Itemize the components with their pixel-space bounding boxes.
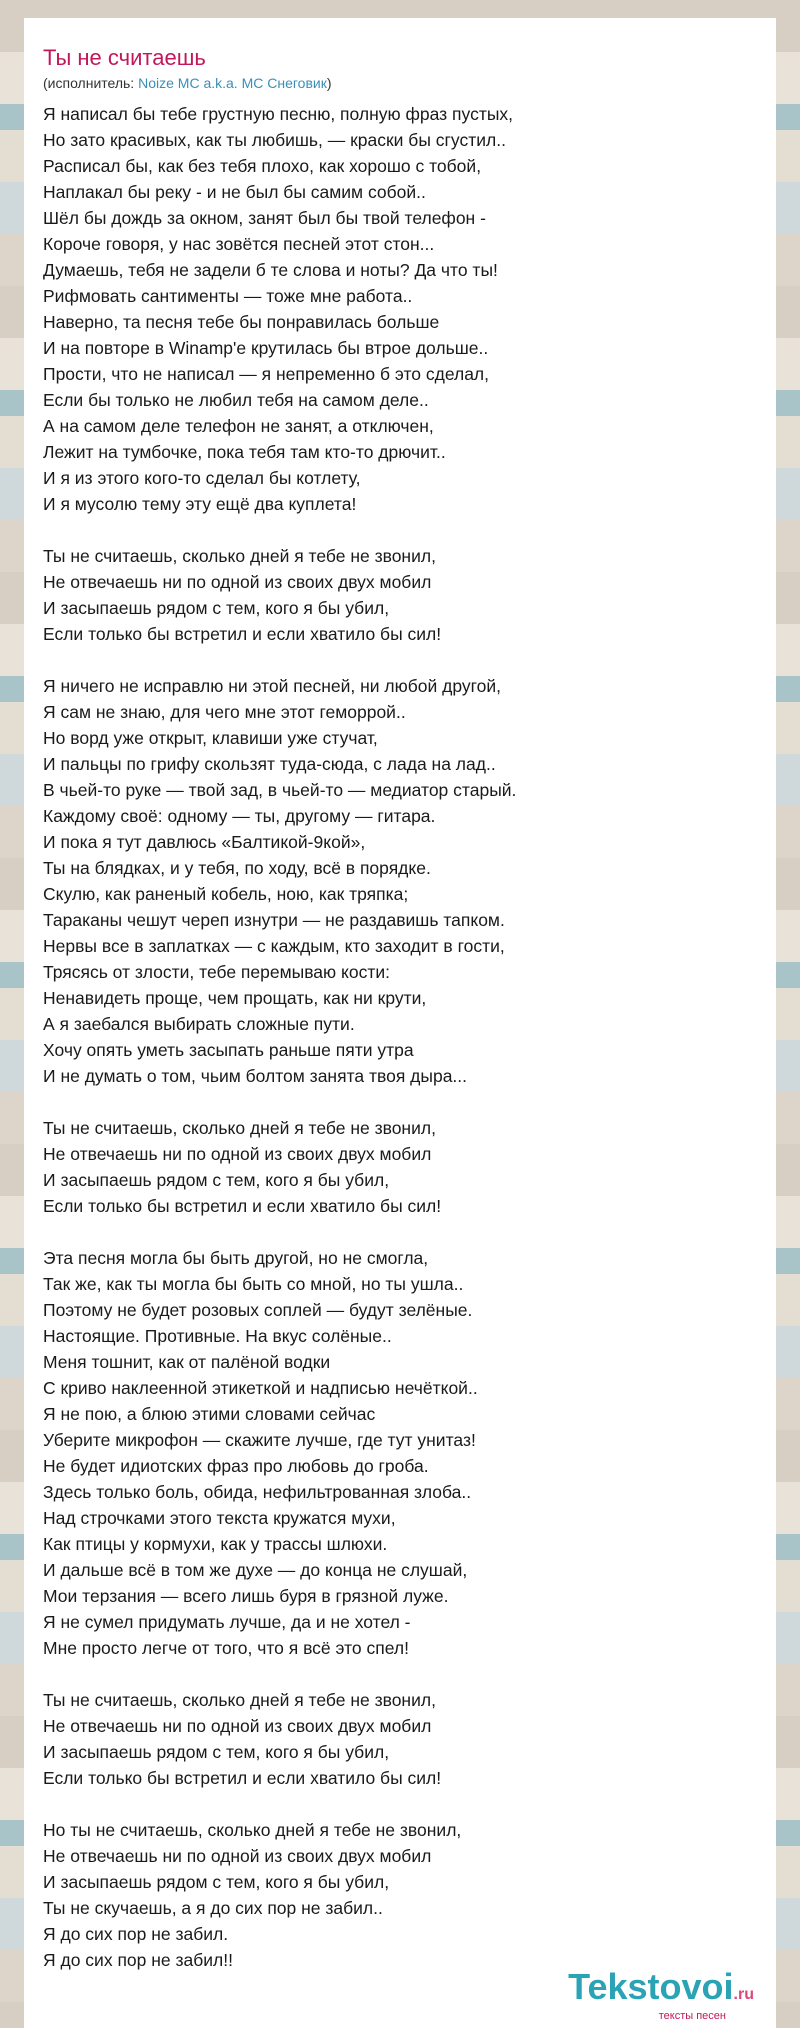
lyric-line: Думаешь, тебя не задели б те слова и ноты? Да что ты! bbox=[43, 260, 498, 280]
lyric-line: Я написал бы тебе грустную песню, полную фраз пустых, bbox=[43, 104, 514, 124]
song-title: Ты не считаешь bbox=[43, 45, 206, 70]
lyric-line: И засыпаешь рядом с тем, кого я бы убил, bbox=[43, 1742, 390, 1762]
lyric-line: Эта песня могла бы быть другой, но не смогла, bbox=[43, 1248, 429, 1268]
lyric-line: Но ты не считаешь, сколько дней я тебе не звонил, bbox=[43, 1820, 462, 1840]
lyric-line: А на самом деле телефон не занят, а отключен, bbox=[43, 416, 434, 436]
lyric-line: И засыпаешь рядом с тем, кого я бы убил, bbox=[43, 1170, 390, 1190]
lyric-line: Лежит на тумбочке, пока тебя там кто-то дрючит.. bbox=[43, 442, 446, 462]
stanza-break bbox=[43, 1661, 758, 1687]
lyric-line: Короче говоря, у нас зовётся песней этот стон... bbox=[43, 234, 435, 254]
stanza-break bbox=[43, 647, 758, 673]
logo-tld: .ru bbox=[733, 1986, 754, 2003]
lyric-line: Хочу опять уметь засыпать раньше пяти утра bbox=[43, 1040, 414, 1060]
logo-tagline: тексты песен bbox=[658, 2010, 726, 2022]
stanza-break bbox=[43, 1791, 758, 1817]
performer-line bbox=[43, 74, 758, 92]
lyric-line: Наплакал бы реку - и не был бы самим собой.. bbox=[43, 182, 426, 202]
lyric-line: Не отвечаешь ни по одной из своих двух мобил bbox=[43, 1716, 432, 1736]
lyric-line: Я сам не знаю, для чего мне этот геморрой.. bbox=[43, 702, 406, 722]
lyric-line: Я не пою, а блюю этими словами сейчас bbox=[43, 1404, 376, 1424]
stanza-break bbox=[43, 517, 758, 543]
lyric-line: Если только бы встретил и если хватило бы сил! bbox=[43, 1196, 442, 1216]
lyric-line: Рифмовать сантименты — тоже мне работа.. bbox=[43, 286, 413, 306]
lyric-line: И пальцы по грифу скользят туда-сюда, с лада на лад.. bbox=[43, 754, 496, 774]
lyric-line: Так же, как ты могла бы быть со мной, но ты ушла.. bbox=[43, 1274, 464, 1294]
logo-name: Tekstovoi bbox=[568, 1966, 734, 2007]
lyric-line: Поэтому не будет розовых соплей — будут зелёные. bbox=[43, 1300, 473, 1320]
lyric-line: Я до сих пор не забил!! bbox=[43, 1950, 233, 1970]
lyric-line: С криво наклеенной этикеткой и надписью нечёткой.. bbox=[43, 1378, 478, 1398]
content-panel bbox=[24, 18, 776, 2028]
lyric-line: Если бы только не любил тебя на самом деле.. bbox=[43, 390, 429, 410]
lyric-line: Я до сих пор не забил. bbox=[43, 1924, 229, 1944]
lyric-line: Но ворд уже открыт, клавиши уже стучат, bbox=[43, 728, 378, 748]
lyric-line: Я ничего не исправлю ни этой песней, ни любой другой, bbox=[43, 676, 501, 696]
lyric-line: Мне просто легче от того, что я всё это спел! bbox=[43, 1638, 409, 1658]
lyric-line: И я из этого кого-то сделал бы котлету, bbox=[43, 468, 361, 488]
lyric-line: Я не сумел придумать лучше, да и не хотел - bbox=[43, 1612, 411, 1632]
lyric-line: Меня тошнит, как от палёной водки bbox=[43, 1352, 331, 1372]
artist-link[interactable]: Noize MC a.k.a. MC Снеговик bbox=[138, 75, 327, 91]
lyric-line: И пока я тут давлюсь «Балтикой-9кой», bbox=[43, 832, 366, 852]
lyric-line: Скулю, как раненый кобель, ною, как тряпка; bbox=[43, 884, 409, 904]
lyric-line: И засыпаешь рядом с тем, кого я бы убил, bbox=[43, 1872, 390, 1892]
lyric-line: И не думать о том, чьим болтом занята твоя дыра... bbox=[43, 1066, 468, 1086]
lyric-line: Шёл бы дождь за окном, занят был бы твой телефон - bbox=[43, 208, 486, 228]
lyric-line: Расписал бы, как без тебя плохо, как хорошо с тобой, bbox=[43, 156, 482, 176]
performer-prefix: (исполнитель: bbox=[43, 75, 139, 91]
lyrics-block bbox=[43, 101, 758, 1973]
lyric-line: Ты не считаешь, сколько дней я тебе не звонил, bbox=[43, 1690, 436, 1710]
lyric-line: Настоящие. Противные. На вкус солёные.. bbox=[43, 1326, 392, 1346]
lyric-line: Если только бы встретил и если хватило бы сил! bbox=[43, 1768, 442, 1788]
logo-wordmark bbox=[568, 1968, 754, 2014]
stanza-break bbox=[43, 1089, 758, 1115]
lyric-line: Здесь только боль, обида, нефильтрованная злоба.. bbox=[43, 1482, 472, 1502]
lyric-line: Трясясь от злости, тебе перемываю кости: bbox=[43, 962, 391, 982]
lyric-line: Если только бы встретил и если хватило бы сил! bbox=[43, 624, 442, 644]
lyric-line: Не будет идиотских фраз про любовь до гроба. bbox=[43, 1456, 429, 1476]
lyric-line: Наверно, та песня тебе бы понравилась больше bbox=[43, 312, 440, 332]
stanza-break bbox=[43, 1219, 758, 1245]
lyric-line: Нервы все в заплатках — с каждым, кто заходит в гости, bbox=[43, 936, 505, 956]
site-logo[interactable] bbox=[568, 1968, 754, 2022]
performer-suffix: ) bbox=[326, 75, 332, 91]
lyric-line: Ненавидеть проще, чем прощать, как ни крути, bbox=[43, 988, 427, 1008]
lyric-line: Прости, что не написал — я непременно б это сделал, bbox=[43, 364, 490, 384]
lyric-line: Не отвечаешь ни по одной из своих двух мобил bbox=[43, 1144, 432, 1164]
lyric-line: И я мусолю тему эту ещё два куплета! bbox=[43, 494, 357, 514]
lyric-line: Ты не считаешь, сколько дней я тебе не звонил, bbox=[43, 546, 436, 566]
lyric-line: Не отвечаешь ни по одной из своих двух мобил bbox=[43, 1846, 432, 1866]
lyric-line: Как птицы у кормухи, как у трассы шлюхи. bbox=[43, 1534, 388, 1554]
lyric-line: А я заебался выбирать сложные пути. bbox=[43, 1014, 355, 1034]
lyric-line: И дальше всё в том же духе — до конца не слушай, bbox=[43, 1560, 468, 1580]
lyric-line: Уберите микрофон — скажите лучше, где тут унитаз! bbox=[43, 1430, 476, 1450]
lyric-line: Мои терзания — всего лишь буря в грязной луже. bbox=[43, 1586, 449, 1606]
lyric-line: Ты не скучаешь, а я до сих пор не забил.. bbox=[43, 1898, 383, 1918]
lyric-line: В чьей-то руке — твой зад, в чьей-то — медиатор старый. bbox=[43, 780, 517, 800]
lyric-line: Ты не считаешь, сколько дней я тебе не звонил, bbox=[43, 1118, 436, 1138]
lyric-line: И засыпаешь рядом с тем, кого я бы убил, bbox=[43, 598, 390, 618]
lyric-line: Каждому своё: одному — ты, другому — гитара. bbox=[43, 806, 436, 826]
lyric-line: Не отвечаешь ни по одной из своих двух мобил bbox=[43, 572, 432, 592]
lyric-line: Ты на блядках, и у тебя, по ходу, всё в порядке. bbox=[43, 858, 431, 878]
lyric-line: Тараканы чешут череп изнутри — не раздавишь тапком. bbox=[43, 910, 505, 930]
lyric-line: Над строчками этого текста кружатся мухи, bbox=[43, 1508, 396, 1528]
lyric-line: Но зато красивых, как ты любишь, — краски бы сгустил.. bbox=[43, 130, 506, 150]
lyric-line: И на повторе в Winamp'е крутилась бы втрое дольше.. bbox=[43, 338, 489, 358]
